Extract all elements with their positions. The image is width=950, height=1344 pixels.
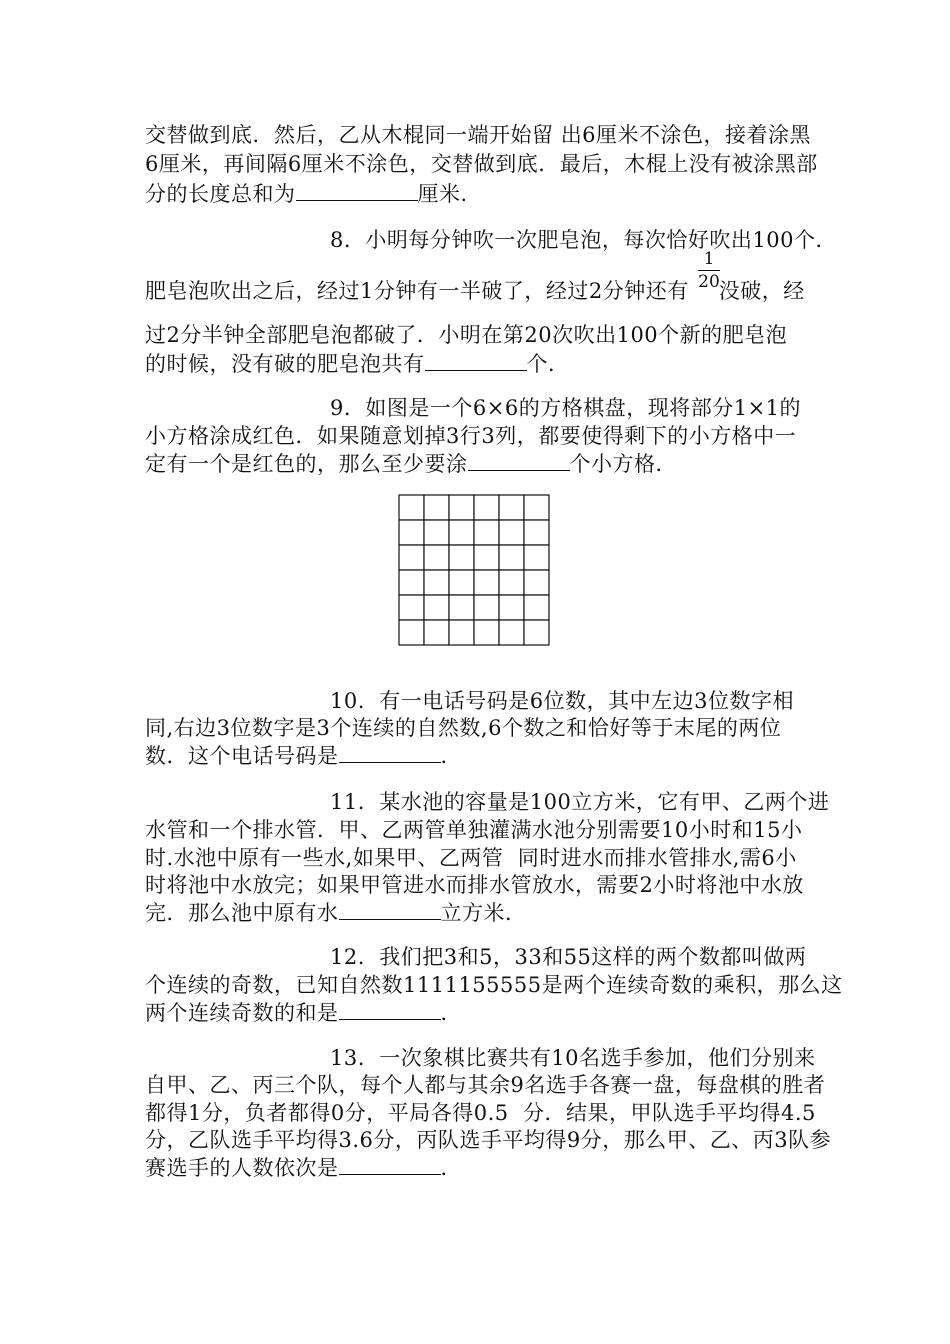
grid-cell <box>449 595 474 620</box>
q13-line-2: 自甲、乙、丙三个队，每个人都与其余9名选手各赛一盘，每盘棋的胜者 <box>145 1073 826 1097</box>
grid-cell <box>474 620 499 645</box>
grid-cell <box>524 495 549 520</box>
grid-cell <box>474 595 499 620</box>
fraction-denominator: 20 <box>698 272 720 292</box>
grid-cell <box>424 620 449 645</box>
grid-cell <box>499 545 524 570</box>
grid-cell <box>449 495 474 520</box>
q11-line-4: 时将池中水放完；如果甲管进水而排水管放水，需要2小时将池中水放 <box>145 873 804 897</box>
grid-cell <box>524 545 549 570</box>
grid-cell <box>474 520 499 545</box>
grid-cell <box>524 570 549 595</box>
q7-text: 厘米． <box>417 182 482 206</box>
grid-cell <box>399 620 424 645</box>
q12-line-3 <box>145 999 462 1026</box>
q11-text: 完．那么池中原有水 <box>145 901 339 925</box>
grid-cell <box>424 570 449 595</box>
q10-line-2: 同,右边3位数字是3个连续的自然数,6个数之和恰好等于末尾的两位 <box>145 716 782 740</box>
q11-text: 立方米． <box>440 901 527 925</box>
q7-text: 分的长度总和为 <box>145 182 296 206</box>
answer-blank[interactable] <box>425 350 527 371</box>
q12-line-2: 个连续的奇数，已知自然数1111155555是两个连续奇数的乘积，那么这 <box>145 973 843 997</box>
grid-cell <box>399 570 424 595</box>
grid-cell <box>474 495 499 520</box>
grid-cell <box>499 595 524 620</box>
answer-blank[interactable] <box>339 999 441 1020</box>
grid-cell <box>524 520 549 545</box>
grid-cell <box>499 520 524 545</box>
fraction-bar <box>698 270 720 271</box>
grid-cell <box>399 545 424 570</box>
q11-line-3: 时.水池中原有一些水,如果甲、乙两管 同时进水而排水管排水,需6小 <box>145 846 797 870</box>
q13-line-1: 13. 一次象棋比赛共有10名选手参加，他们分别来 <box>330 1046 816 1070</box>
q13-text: 赛选手的人数依次是 <box>145 1156 339 1180</box>
grid-cell <box>524 595 549 620</box>
grid-cell <box>424 495 449 520</box>
q9-line-3 <box>145 450 677 477</box>
grid-cell <box>424 595 449 620</box>
fraction-numerator: 1 <box>703 249 715 269</box>
q11-line-5 <box>145 899 527 926</box>
grid-cell <box>524 620 549 645</box>
grid-cell <box>424 520 449 545</box>
chessboard-grid-6x6 <box>398 494 550 646</box>
grid-cell <box>499 620 524 645</box>
answer-blank[interactable] <box>339 1154 441 1175</box>
q9-text: 定有一个是红色的，那么至少要涂 <box>145 452 468 476</box>
q7-line-1 <box>145 122 811 148</box>
grid-cell <box>449 570 474 595</box>
fraction-one-twentieth <box>698 250 720 291</box>
q8-text: 的时候，没有破的肥皂泡共有 <box>145 352 425 376</box>
q12-text: 两个连续奇数的和是 <box>145 1001 339 1025</box>
q8-text: 肥皂泡吹出之后，经过1分钟有一半破了，经过2分钟还有 <box>145 279 689 303</box>
q7-line-3 <box>145 180 482 207</box>
answer-blank[interactable] <box>339 742 441 763</box>
grid-cell <box>449 620 474 645</box>
grid-cell <box>424 545 449 570</box>
q9-text: 个小方格． <box>569 452 677 476</box>
q9-line-1: 9. 如图是一个6×6的方格棋盘，现将部分1×1的 <box>330 396 802 420</box>
q11-line-2: 水管和一个排水管．甲、乙两管单独灌满水池分别需要10小时和15小 <box>145 818 803 842</box>
q10-line-3 <box>145 742 462 769</box>
q7-text: 交替做到底．然后，乙从木棍同一端开始留 <box>145 123 554 147</box>
grid-cell <box>474 570 499 595</box>
q10-text: ． <box>440 744 462 768</box>
q12-text: ． <box>440 1001 462 1025</box>
q9-line-2: 小方格涂成红色．如果随意划掉3行3列，都要使得剩下的小方格中一 <box>145 424 797 448</box>
answer-blank[interactable] <box>296 180 418 201</box>
grid-cell <box>474 545 499 570</box>
grid-cell <box>499 495 524 520</box>
q10-text: 数．这个电话号码是 <box>145 744 339 768</box>
grid-cell <box>399 520 424 545</box>
q13-text: ． <box>440 1156 462 1180</box>
q8-line-3: 过2分半钟全部肥皂泡都破了．小明在第20次吹出100个新的肥皂泡 <box>145 323 788 347</box>
q12-line-1: 12. 我们把3和5，33和55这样的两个数都叫做两 <box>330 945 807 969</box>
q8-text: 个． <box>526 352 570 376</box>
q7-line-2: 6厘米，再间隔6厘米不涂色，交替做到底．最后，木棍上没有被涂黑部 <box>145 152 818 176</box>
q13-line-5 <box>145 1154 462 1181</box>
q8-line-1: 8. 小明每分钟吹一次肥皂泡，每次恰好吹出100个． <box>330 228 837 252</box>
q13-line-4: 分，乙队选手平均得3.6分，丙队选手平均得9分，那么甲、乙、丙3队参 <box>145 1128 832 1152</box>
grid-cell <box>499 570 524 595</box>
grid-cell <box>449 520 474 545</box>
q11-line-1: 11. 某水池的容量是100立方米，它有甲、乙两个进 <box>330 790 830 814</box>
grid-cell <box>449 545 474 570</box>
q8-line-4 <box>145 350 570 377</box>
grid-cell <box>399 495 424 520</box>
q8-text: 没破，经 <box>718 279 805 303</box>
answer-blank[interactable] <box>339 899 441 920</box>
q13-line-3: 都得1分，负者都得0分，平局各得0.5 分．结果，甲队选手平均得4.5 <box>145 1101 816 1125</box>
q7-text: 出6厘米不涂色，接着涂黑 <box>560 123 812 147</box>
grid-cell <box>399 595 424 620</box>
answer-blank[interactable] <box>468 450 570 471</box>
q10-line-1: 10. 有一电话号码是6位数，其中左边3位数字相 <box>330 689 794 713</box>
